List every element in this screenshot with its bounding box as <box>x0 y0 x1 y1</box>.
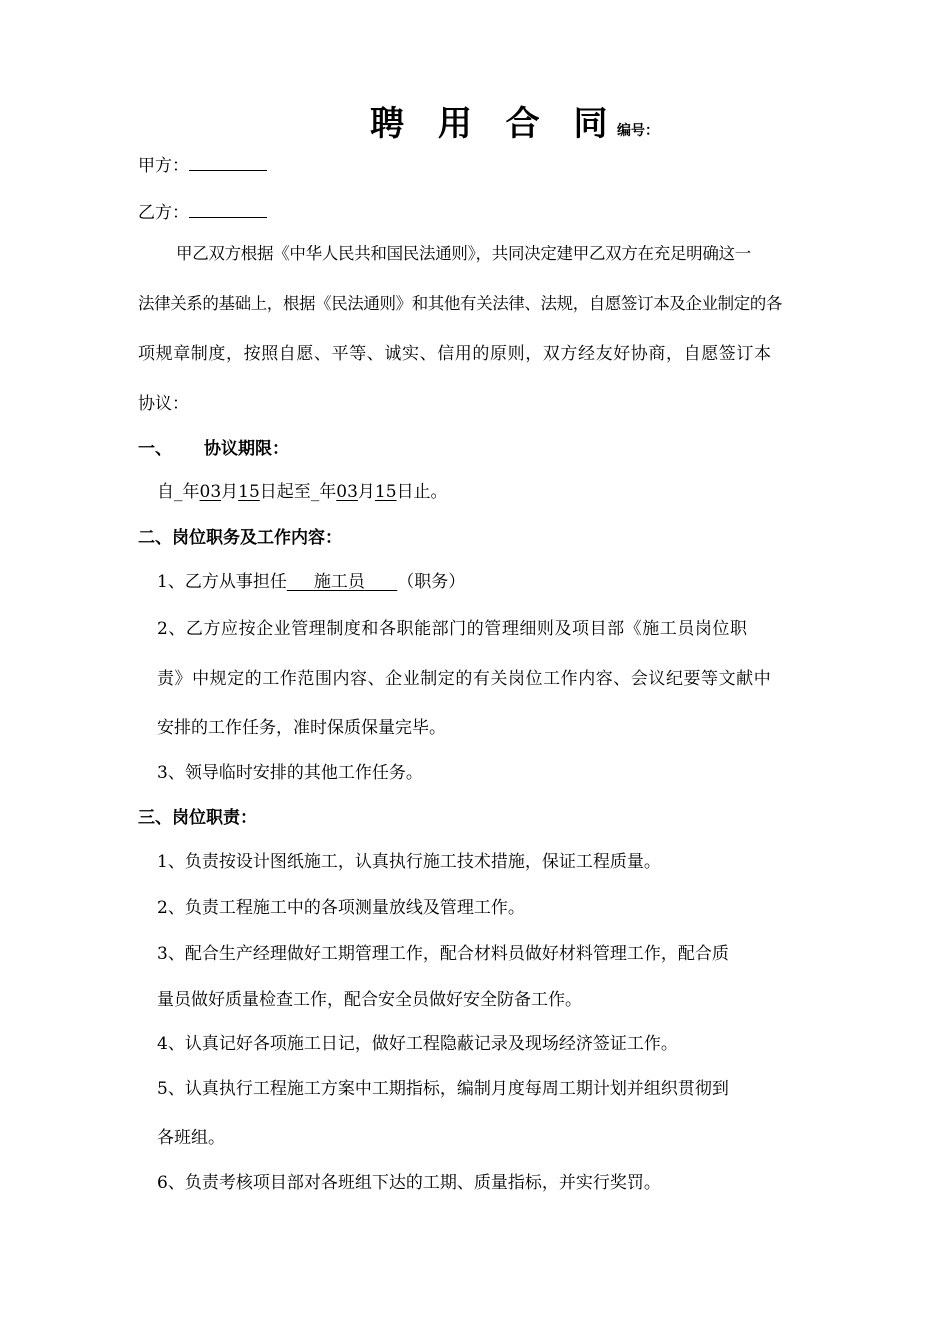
section3-item-3-line-2: 量员做好质量检查工作，配合安全员做好安全防备工作。 <box>157 990 582 1010</box>
section3-item-4: 4、认真记好各项施工日记，做好工程隐蔽记录及现场经济签证工作。 <box>157 1034 678 1054</box>
section3-heading: 三、岗位职责： <box>138 808 257 828</box>
section3-item-1: 1、负责按设计图纸施工，认真执行施工技术措施，保证工程质量。 <box>157 852 661 872</box>
start-day: 15 <box>238 482 260 502</box>
party-a-line <box>138 152 267 177</box>
party-b-line <box>138 199 267 224</box>
contract-number-label: 编号： <box>617 123 659 139</box>
agreement-period: 自_年03月15日起至_年03月15日止。 <box>157 482 448 502</box>
section2-item-2-line-2: 责》中规定的工作范围内容、企业制定的有关岗位工作内容、会议纪要等文献中 <box>157 669 772 689</box>
section1-heading: 协议期限： <box>204 439 289 459</box>
party-a-label: 甲方： <box>138 156 189 176</box>
intro-line-2: 法律关系的基础上，根据《民法通则》和其他有关法律、法规，自愿签订本及企业制定的各 <box>138 294 783 313</box>
section2-heading: 二、岗位职务及工作内容： <box>138 528 342 548</box>
party-a-blank[interactable] <box>189 152 267 171</box>
intro-line-1: 甲乙双方根据《中华人民共和国民法通则》，共同决定建甲乙双方在充足明确这一 <box>176 244 751 263</box>
section3-item-5-line-1: 5、认真执行工程施工方案中工期指标，编制月度每周工期计划并组织贯彻到 <box>157 1079 729 1099</box>
party-b-blank[interactable] <box>189 199 267 218</box>
intro-line-3: 项规章制度，按照自愿、平等、诚实、信用的原则，双方经友好协商，自愿签订本 <box>138 344 772 364</box>
section3-item-6: 6、负责考核项目部对各班组下达的工期、质量指标，并实行奖罚。 <box>157 1173 661 1193</box>
section2-item-3: 3、领导临时安排的其他工作任务。 <box>157 763 423 783</box>
section2-item-2-line-1: 2、乙方应按企业管理制度和各职能部门的管理细则及项目部《施工员岗位职 <box>157 619 748 639</box>
section2-item-2-line-3: 安排的工作任务，准时保质保量完毕。 <box>157 718 446 738</box>
section3-item-3-line-1: 3、配合生产经理做好工期管理工作，配合材料员做好材料管理工作，配合质 <box>157 944 729 964</box>
section3-item-5-line-2: 各班组。 <box>157 1128 225 1148</box>
end-month: 03 <box>336 482 358 502</box>
section3-item-2: 2、负责工程施工中的各项测量放线及管理工作。 <box>157 898 525 918</box>
start-month: 03 <box>199 482 222 502</box>
section2-item-1: 1、乙方从事担任 施工员 （职务） <box>157 572 466 592</box>
section1-heading-num: 一、 <box>138 439 172 459</box>
party-b-label: 乙方： <box>138 203 189 223</box>
page-title: 聘 用 合 同 <box>370 104 619 144</box>
intro-line-4: 协议： <box>138 394 189 414</box>
job-title: 施工员 <box>313 572 365 592</box>
end-day: 15 <box>374 482 397 502</box>
